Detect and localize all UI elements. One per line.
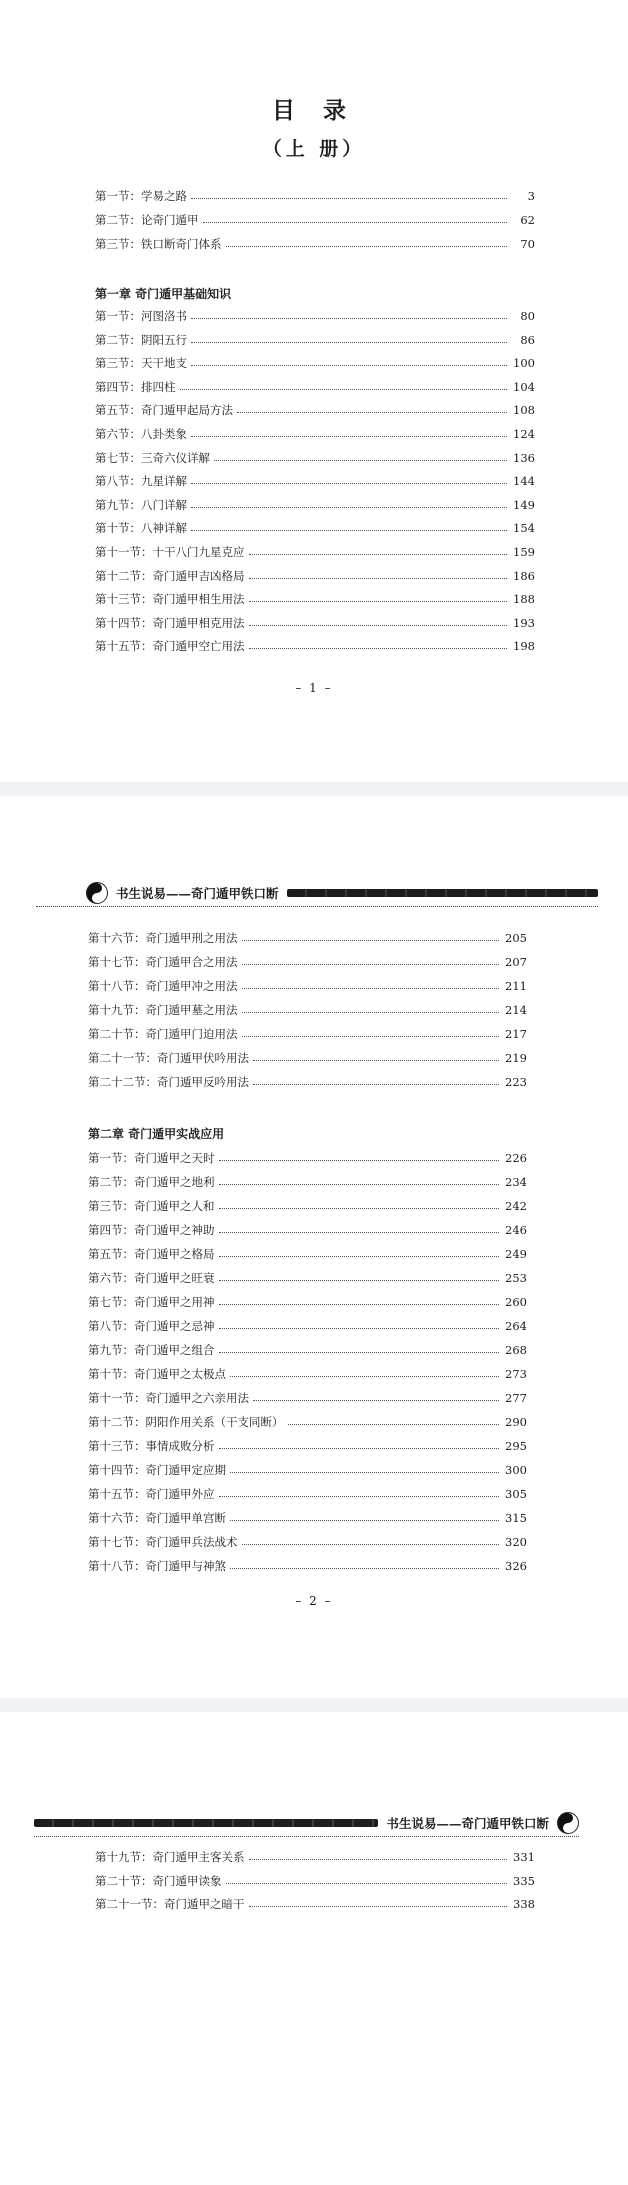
toc-entry-page: 264 [505,1319,527,1333]
toc-entry-label: 第十四节：奇门遁甲相克用法 [95,615,245,630]
toc-entry-label: 第十节：八神详解 [95,521,187,536]
book-title: 书生说易——奇门遁甲铁口断 [116,886,279,901]
toc-entry-label: 第九节：八门详解 [95,497,187,512]
toc-entry-page: 320 [505,1535,527,1549]
running-head [34,1810,579,1836]
brush-bar [287,889,598,897]
dot-leader [242,939,500,941]
toc-entry-label: 第十六节：奇门遁甲单宫断 [88,1511,226,1525]
dot-leader [253,1399,499,1401]
toc-entry-page: 335 [513,1873,535,1888]
toc-entry [88,1075,527,1089]
dot-leader [230,1471,499,1473]
toc-entry [95,380,535,394]
toc-entry-page: 223 [505,1075,527,1089]
toc-entry [88,1559,527,1573]
toc-entry [88,1199,527,1213]
toc-entry [95,189,535,203]
dot-leader [191,506,507,508]
toc-entry [88,1003,527,1017]
toc-entry [95,569,535,583]
dot-leader [214,459,507,461]
toc-entry-label: 第四节：排四柱 [95,379,176,394]
page-number: – 1 – [295,681,333,695]
dot-leader [249,1858,508,1860]
dot-leader [219,1351,500,1353]
toc-entry [88,1439,527,1453]
toc-entry-label: 第一节：奇门遁甲之天时 [88,1151,215,1165]
toc-entry [88,1223,527,1237]
running-head [86,880,598,906]
toc-subtitle: （上 册） [262,138,366,160]
toc-entry-page: 253 [505,1271,527,1285]
toc-entry-page: 124 [513,427,535,441]
dot-leader [230,1375,499,1377]
toc-entry-label: 第二节：阴阳五行 [95,332,187,347]
toc-entry-page: 3 [527,189,535,203]
toc-entry [95,1850,535,1864]
toc-entry-label: 第十五节：奇门遁甲外应 [88,1487,215,1501]
dot-leader [191,529,507,531]
toc-entry-page: 104 [513,379,535,394]
dot-leader [288,1423,500,1425]
toc-entry [95,592,535,606]
toc-entry-page: 62 [520,213,535,227]
toc-entry [95,616,535,630]
dot-leader [242,987,500,989]
dot-leader [191,482,507,484]
toc-entry-page: 260 [505,1295,527,1309]
toc-page-1 [0,0,628,782]
dot-leader [249,1905,508,1907]
toc-entry-page: 154 [513,521,535,536]
brush-bar [34,1819,378,1827]
toc-entry-label: 第四节：奇门遁甲之神助 [88,1223,215,1237]
toc-entry-page: 242 [505,1199,527,1213]
dot-leader [219,1255,500,1257]
dot-leader [242,1543,500,1545]
toc-entry [95,427,535,441]
dot-leader [226,245,508,247]
toc-entry-label: 第十九节：奇门遁甲主客关系 [95,1850,245,1864]
toc-entry-label: 第十八节：奇门遁甲冲之用法 [88,979,238,993]
toc-entry-label: 第二十二节：奇门遁甲反吟用法 [88,1075,249,1089]
toc-entry-label: 第九节：奇门遁甲之组合 [88,1343,215,1357]
toc-entry [88,1535,527,1549]
toc-title: 目 录 [271,97,356,124]
toc-entry-page: 331 [513,1850,535,1864]
toc-entry [95,521,535,535]
toc-entry-page: 214 [505,1003,527,1017]
toc-entry-page: 277 [505,1391,527,1405]
toc-entry-label: 第十六节：奇门遁甲刑之用法 [88,931,238,945]
dot-leader [253,1083,499,1085]
toc-entry [95,1897,535,1911]
toc-entry-label: 第七节：三奇六仪详解 [95,450,210,465]
toc-entry-label: 第十三节：奇门遁甲相生用法 [95,592,245,607]
toc-entry-label: 第三节：奇门遁甲之人和 [88,1199,215,1213]
toc-entry [95,1874,535,1888]
toc-entry-page: 86 [520,332,535,347]
dot-leader [249,553,508,555]
toc-entry-page: 219 [505,1051,527,1065]
toc-entry [88,1247,527,1261]
toc-entry [88,1391,527,1405]
dot-leader [191,317,507,319]
toc-page-2 [0,796,628,1698]
header-rule [36,906,598,907]
toc-entry-page: 217 [505,1027,527,1041]
dot-leader [219,1303,500,1305]
toc-entry [88,1463,527,1477]
toc-entry-page: 234 [505,1175,527,1189]
toc-entry-label: 第八节：奇门遁甲之忌神 [88,1319,215,1333]
toc-entry [88,931,527,945]
toc-entry-page: 226 [505,1151,527,1165]
toc-entry-label: 第十七节：奇门遁甲合之用法 [88,955,238,969]
yin-yang-icon [86,882,108,904]
header-rule [34,1836,579,1837]
toc-entry [88,1319,527,1333]
toc-entry [88,1175,527,1189]
toc-entry-page: 305 [505,1487,527,1501]
toc-entry [95,545,535,559]
toc-entry-page: 338 [513,1897,535,1911]
toc-entry-page: 207 [505,955,527,969]
toc-entry-label: 第十二节：阴阳作用关系（干支同断） [88,1415,284,1429]
toc-entry [95,639,535,653]
toc-entry-label: 第十节：奇门遁甲之太极点 [88,1367,226,1381]
toc-entry-page: 186 [513,568,535,583]
toc-entry-page: 295 [505,1439,527,1453]
toc-entry [88,1367,527,1381]
toc-entry-label: 第十九节：奇门遁甲墓之用法 [88,1003,238,1017]
dot-leader [191,197,507,199]
toc-entry-label: 第十七节：奇门遁甲兵法战术 [88,1535,238,1549]
dot-leader [253,1059,499,1061]
toc-entry-page: 273 [505,1367,527,1381]
toc-entry [95,333,535,347]
toc-entry-label: 第六节：奇门遁甲之旺衰 [88,1271,215,1285]
toc-entry-page: 100 [513,356,535,371]
toc-entry-page: 149 [513,497,535,512]
toc-entry [88,1487,527,1501]
toc-entry-label: 第七节：奇门遁甲之用神 [88,1295,215,1309]
dot-leader [219,1447,500,1449]
toc-entry-page: 198 [513,639,535,654]
toc-entry-page: 246 [505,1223,527,1237]
dot-leader [226,1882,508,1884]
toc-entry-label: 第二十节：奇门遁甲门迫用法 [88,1027,238,1041]
yin-yang-icon [557,1812,579,1834]
page-number: – 2 – [295,1594,333,1608]
toc-entry-page: 315 [505,1511,527,1525]
toc-entry-label: 第二十一节：奇门遁甲之暗干 [95,1897,245,1911]
toc-entry-page: 300 [505,1463,527,1477]
dot-leader [219,1159,500,1161]
toc-page-3 [0,1712,628,2185]
toc-entry-label: 第五节：奇门遁甲起局方法 [95,403,233,418]
toc-entry-page: 136 [513,450,535,465]
dot-leader [191,341,507,343]
toc-entry-label: 第十二节：奇门遁甲吉凶格局 [95,568,245,583]
dot-leader [219,1279,500,1281]
dot-leader [249,624,508,626]
book-title: 书生说易——奇门遁甲铁口断 [386,1816,549,1831]
toc-entry [95,498,535,512]
toc-entry-label: 第十八节：奇门遁甲与神煞 [88,1559,226,1573]
dot-leader [249,647,508,649]
toc-entry-label: 第六节：八卦类象 [95,427,187,441]
toc-entry-label: 第二节：论奇门遁甲 [95,213,199,227]
dot-leader [203,221,508,223]
toc-entry-label: 第十五节：奇门遁甲空亡用法 [95,639,245,654]
toc-entry-label: 第十一节：奇门遁甲之六亲用法 [88,1391,249,1405]
toc-entry-label: 第五节：奇门遁甲之格局 [88,1247,215,1261]
toc-entry [88,1511,527,1525]
toc-entry [88,979,527,993]
toc-entry-label: 第一节：学易之路 [95,189,187,203]
chapter-heading: 第二章 奇门遁甲实战应用 [88,1127,225,1141]
toc-entry-page: 70 [520,237,535,251]
toc-entry-page: 144 [513,474,535,489]
dot-leader [230,1567,499,1569]
toc-entry-label: 第一节：河图洛书 [95,309,187,323]
toc-entry-label: 第十一节：十干八门九星克应 [95,545,245,559]
dot-leader [237,411,507,413]
toc-entry-page: 290 [505,1415,527,1429]
dot-leader [219,1207,500,1209]
toc-entry-page: 268 [505,1343,527,1357]
dot-leader [242,1011,500,1013]
dot-leader [180,388,508,390]
toc-entry-page: 159 [513,545,535,559]
toc-entry [88,1343,527,1357]
dot-leader [249,600,508,602]
toc-entry-page: 193 [513,615,535,630]
toc-entry [95,451,535,465]
toc-entry [95,237,535,251]
toc-entry [95,403,535,417]
toc-entry-label: 第八节：九星详解 [95,474,187,489]
toc-entry-label: 第二十一节：奇门遁甲伏吟用法 [88,1051,249,1065]
toc-entry-label: 第十四节：奇门遁甲定应期 [88,1463,226,1477]
dot-leader [219,1327,500,1329]
dot-leader [219,1495,500,1497]
toc-entry-label: 第十三节：事情成败分析 [88,1439,215,1453]
toc-entry [88,1051,527,1065]
toc-entry [95,213,535,227]
toc-entry-page: 188 [513,592,535,607]
toc-entry [88,1151,527,1165]
toc-entry-page: 108 [513,403,535,418]
dot-leader [230,1519,499,1521]
toc-entry [88,1027,527,1041]
toc-entry [95,474,535,488]
toc-entry-label: 第三节：铁口断奇门体系 [95,237,222,251]
dot-leader [242,963,500,965]
toc-entry [88,1415,527,1429]
dot-leader [219,1231,500,1233]
toc-entry [88,955,527,969]
toc-entry-page: 80 [520,309,535,323]
toc-entry-label: 第三节：天干地支 [95,356,187,371]
toc-entry [88,1271,527,1285]
toc-entry-page: 326 [505,1559,527,1573]
toc-entry-label: 第二十节：奇门遁甲读象 [95,1873,222,1888]
toc-entry-label: 第二节：奇门遁甲之地利 [88,1175,215,1189]
dot-leader [191,364,507,366]
toc-entry-page: 211 [505,979,527,993]
dot-leader [191,435,507,437]
dot-leader [242,1035,500,1037]
toc-entry [95,309,535,323]
toc-entry [95,356,535,370]
toc-entry-page: 205 [505,931,527,945]
dot-leader [249,577,508,579]
toc-entry-page: 249 [505,1247,527,1261]
dot-leader [219,1183,500,1185]
chapter-heading: 第一章 奇门遁甲基础知识 [95,287,232,301]
toc-entry [88,1295,527,1309]
